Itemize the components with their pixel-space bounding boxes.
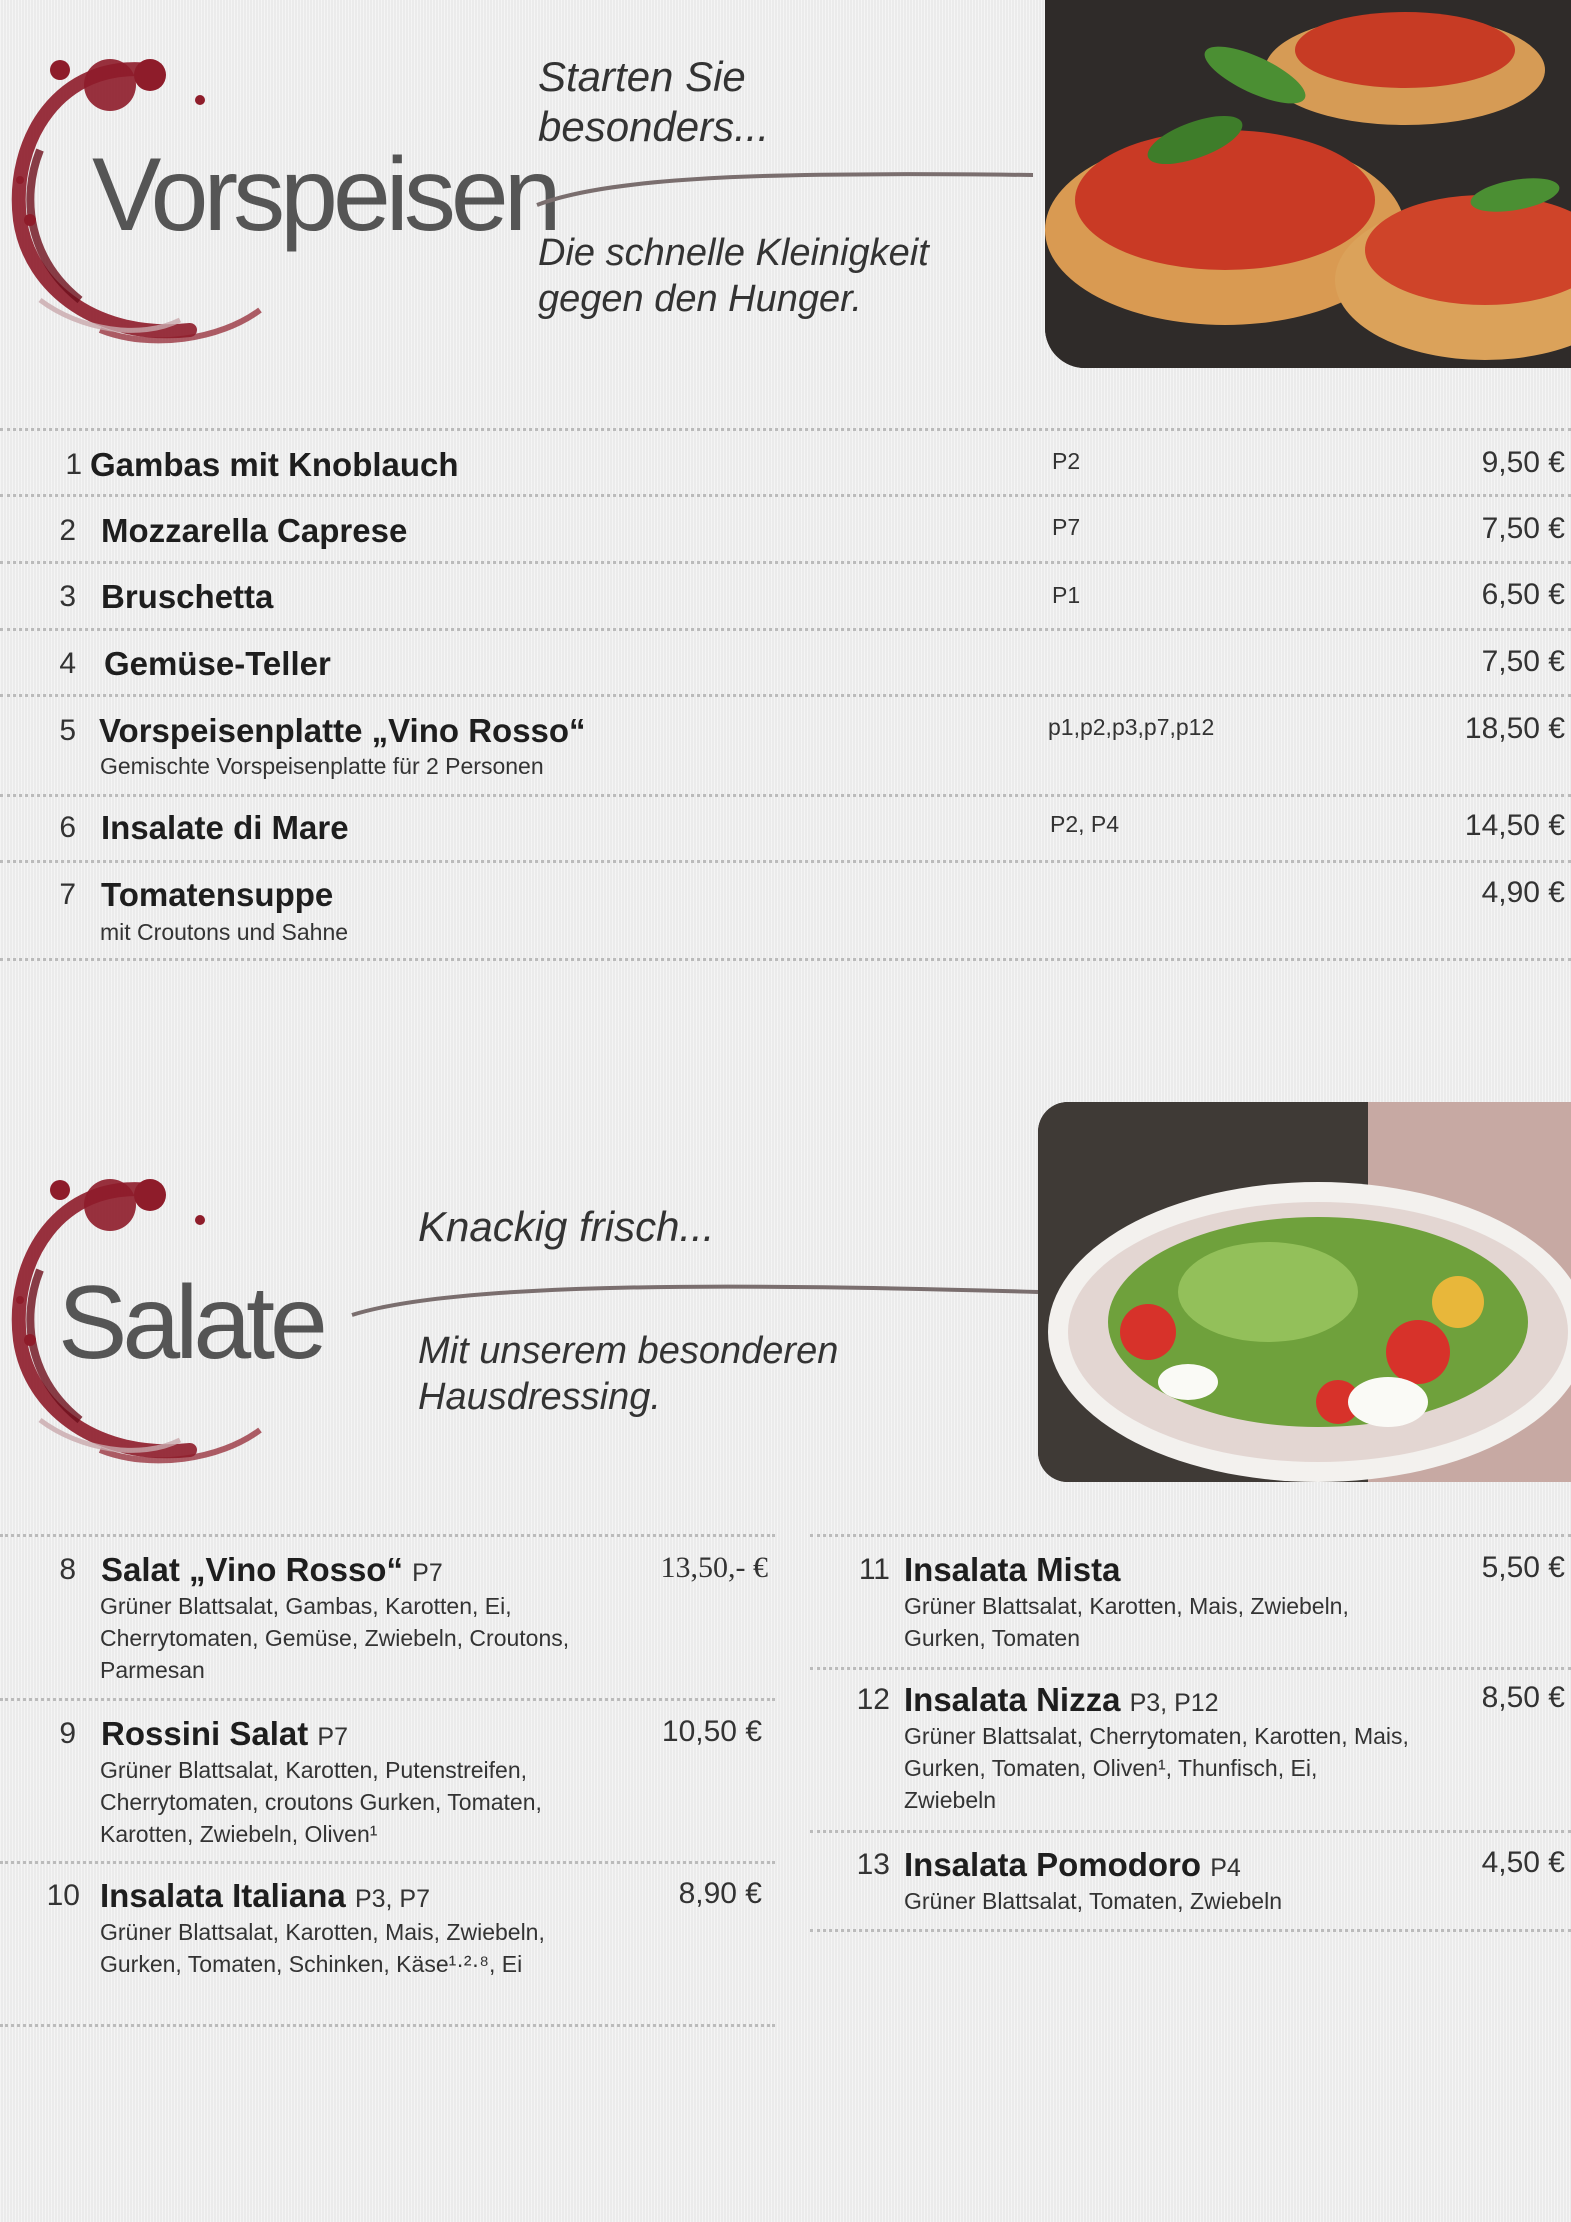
item-price: 5,50 € [1481, 1551, 1565, 1584]
item-name: Gemüse-Teller [104, 645, 331, 682]
salate-tagline-1: Knackig frisch... [418, 1203, 715, 1250]
item-tag: P7 [317, 1723, 348, 1751]
item-name: Tomatensuppe [101, 876, 334, 913]
divider [0, 1698, 775, 1701]
item-description: Grüner Blattsalat, Tomaten, Zwiebeln [904, 1888, 1282, 1914]
divider [0, 860, 1571, 863]
item-name: Vorspeisenplatte „Vino Rosso“ [99, 712, 586, 749]
divider [810, 1929, 1571, 1932]
item-number: 11 [858, 1553, 890, 1586]
item-name-text: Insalata Nizza [904, 1681, 1121, 1718]
divider [810, 1534, 1571, 1537]
item-name [904, 1846, 1241, 1884]
item-number: 13 [856, 1848, 890, 1881]
item-number: 8 [59, 1553, 76, 1586]
divider [0, 561, 1571, 564]
item-number: 3 [59, 580, 76, 613]
item-name [904, 1681, 1219, 1719]
item-tags: P2 [1052, 448, 1081, 474]
item-price: 7,50 € [1481, 645, 1565, 678]
bruschetta-photo [1045, 0, 1571, 368]
divider [0, 428, 1571, 431]
item-description: Grüner Blattsalat, Karotten, Mais, Zwiebeln, Gurken, Tomaten [904, 1593, 1349, 1651]
item-tag: P7 [412, 1559, 443, 1587]
item-tags: P1 [1052, 582, 1081, 608]
item-name-text: Salat „Vino Rosso“ [101, 1551, 403, 1588]
item-tags: P2, P4 [1050, 811, 1120, 837]
item-number: 12 [856, 1683, 890, 1716]
vorspeisen-swoosh-line [535, 160, 1035, 210]
item-name: Insalate di Mare [101, 809, 349, 846]
item-name: Bruschetta [101, 578, 274, 615]
item-name: Mozzarella Caprese [101, 512, 408, 549]
item-price: 6,50 € [1481, 578, 1565, 611]
section-title-vorspeisen: Vorspeisen [92, 137, 557, 253]
item-tag: P4 [1210, 1854, 1241, 1882]
item-name [904, 1551, 1120, 1589]
salate-swoosh-line [350, 1270, 1040, 1320]
item-name [101, 1551, 443, 1589]
item-description: Grüner Blattsalat, Karotten, Putenstreifen, Cherrytomaten, croutons Gurken, Tomaten, Karotten, Zwiebeln, Oliven¹ [100, 1757, 542, 1847]
item-number: 6 [59, 811, 76, 844]
item-description: Gemischte Vorspeisenplatte für 2 Personen [100, 753, 544, 779]
item-number: 5 [59, 714, 76, 747]
item-name-text: Insalata Italiana [100, 1877, 346, 1914]
item-number: 1 [65, 448, 82, 481]
divider [0, 1534, 775, 1537]
divider [0, 628, 1571, 631]
item-tag: P3, P12 [1129, 1689, 1219, 1717]
divider [0, 2024, 775, 2027]
salate-tagline-2: Mit unserem besonderen Hausdressing. [418, 1330, 839, 1418]
divider [810, 1830, 1571, 1833]
item-price: 10,50 € [661, 1715, 762, 1748]
item-price: 14,50 € [1464, 809, 1565, 842]
divider [0, 494, 1571, 497]
salad-bowl-photo [1038, 1102, 1571, 1482]
divider [810, 1667, 1571, 1670]
item-name [100, 1877, 430, 1915]
item-number: 2 [59, 514, 76, 547]
item-number: 4 [59, 647, 76, 680]
item-price: 9,50 € [1481, 446, 1565, 479]
divider [0, 958, 1571, 961]
divider [0, 1861, 775, 1864]
item-number: 7 [59, 878, 76, 911]
item-price: 4,50 € [1481, 1846, 1565, 1879]
item-price: 13,50,- € [660, 1551, 768, 1584]
divider [0, 794, 1571, 797]
item-description: Grüner Blattsalat, Gambas, Karotten, Ei, Cherrytomaten, Gemüse, Zwiebeln, Croutons, Parmesan [100, 1593, 570, 1683]
item-tag: P3, P7 [354, 1885, 431, 1913]
item-price: 8,50 € [1481, 1681, 1565, 1714]
item-price: 8,90 € [678, 1877, 762, 1910]
item-name-text: Insalata Pomodoro [904, 1846, 1202, 1883]
item-name-text: Rossini Salat [101, 1715, 309, 1752]
item-name-text: Insalata Mista [904, 1551, 1121, 1588]
divider [0, 694, 1571, 697]
item-number: 9 [59, 1717, 76, 1750]
item-name: Gambas mit Knoblauch [90, 446, 459, 483]
section-title-salate: Salate [58, 1265, 323, 1381]
item-tags: p1,p2,p3,p7,p12 [1048, 714, 1215, 740]
item-name [101, 1715, 348, 1753]
item-description: mit Croutons und Sahne [100, 919, 349, 945]
item-price: 7,50 € [1481, 512, 1565, 545]
vorspeisen-tagline-2: Die schnelle Kleinigkeit gegen den Hunger. [538, 232, 929, 320]
item-tags: P7 [1052, 514, 1081, 540]
item-number: 10 [46, 1879, 80, 1912]
item-description: Grüner Blattsalat, Cherrytomaten, Karotten, Mais, Gurken, Tomaten, Oliven¹, Thunfisch, Ei, Zwiebeln [904, 1723, 1409, 1813]
item-price: 4,90 € [1481, 876, 1565, 909]
vorspeisen-tagline-1: Starten Sie besonders... [538, 53, 770, 150]
item-price: 18,50 € [1464, 712, 1565, 745]
item-description: Grüner Blattsalat, Karotten, Mais, Zwiebeln, Gurken, Tomaten, Schinken, Käse¹·²·⁸, Ei [100, 1919, 545, 1977]
